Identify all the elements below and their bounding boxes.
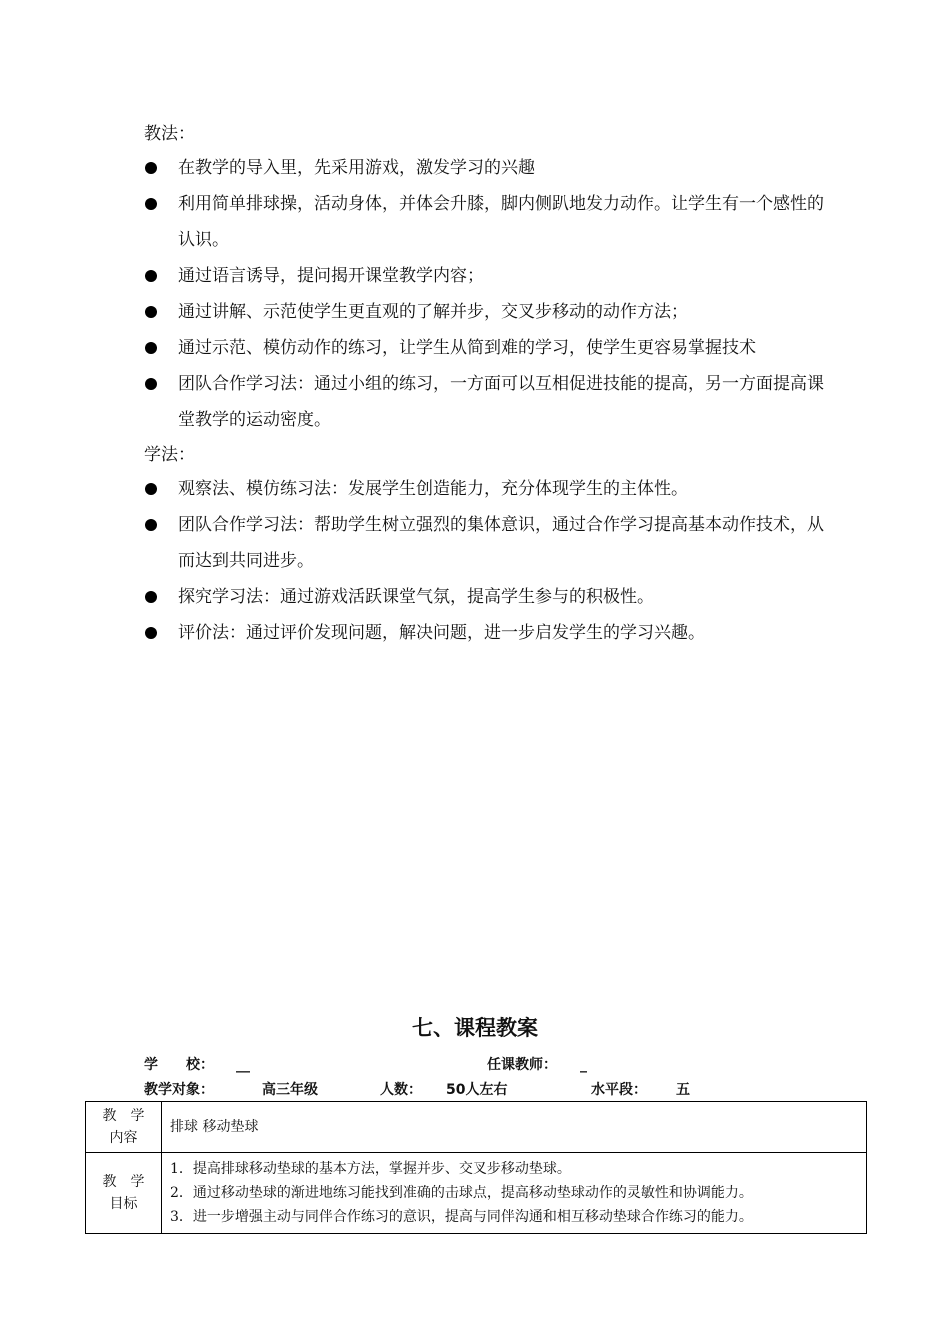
learning-methods-heading: 学法： bbox=[144, 445, 195, 465]
list-item: 在教学的导入里，先采用游戏，激发学习的兴趣 bbox=[144, 150, 824, 186]
goal-line: 1．提高排球移动垫球的基本方法，掌握并步、交叉步移动垫球。 bbox=[170, 1161, 571, 1177]
bullet-icon bbox=[145, 627, 157, 639]
list-item: 通过语言诱导，提问揭开课堂教学内容； bbox=[144, 258, 824, 294]
bullet-icon bbox=[145, 519, 157, 531]
bullet-icon bbox=[145, 342, 157, 354]
school-label: 学 校： bbox=[144, 1057, 214, 1073]
list-item: 利用简单排球操，活动身体，并体会升膝，脚内侧趴地发力动作。让学生有一个感性的认识。 bbox=[144, 186, 824, 258]
teaching-methods-list bbox=[144, 150, 824, 438]
school-value: __ bbox=[236, 1057, 250, 1073]
list-item: 团队合作学习法：帮助学生树立强烈的集体意识，通过合作学习提高基本动作技术，从而达到共同进步。 bbox=[144, 507, 824, 579]
goal-line: 2．通过移动垫球的渐进地练习能找到准确的击球点，提高移动垫球动作的灵敏性和协调能力。 bbox=[170, 1185, 753, 1201]
bullet-icon bbox=[145, 591, 157, 603]
table-row bbox=[86, 1102, 867, 1153]
bullet-icon bbox=[145, 483, 157, 495]
content-value-cell: 排球 移动垫球 bbox=[162, 1102, 867, 1153]
bullet-icon bbox=[145, 270, 157, 282]
list-item: 探究学习法：通过游戏活跃课堂气氛，提高学生参与的积极性。 bbox=[144, 579, 824, 615]
lesson-plan-title: 七、课程教案 bbox=[412, 1016, 538, 1040]
list-item: 团队合作学习法：通过小组的练习，一方面可以互相促进技能的提高，另一方面提高课堂教学的运动密度。 bbox=[144, 366, 824, 438]
teacher-label: 任课教师： bbox=[487, 1057, 557, 1073]
count-value: 50人左右 bbox=[446, 1082, 508, 1098]
target-value: 高三年级 bbox=[262, 1082, 318, 1098]
table-row bbox=[86, 1153, 867, 1234]
lesson-plan-table bbox=[85, 1101, 867, 1234]
bullet-icon bbox=[145, 306, 157, 318]
target-label: 教学对象： bbox=[144, 1082, 214, 1098]
level-value: 五 bbox=[676, 1082, 690, 1098]
bullet-icon bbox=[145, 378, 157, 390]
goal-label-cell: 教 学 目标 bbox=[86, 1153, 162, 1234]
list-item: 通过示范、模仿动作的练习，让学生从简到难的学习，使学生更容易掌握技术 bbox=[144, 330, 824, 366]
bullet-icon bbox=[145, 162, 157, 174]
level-label: 水平段： bbox=[591, 1082, 647, 1098]
count-label: 人数： bbox=[380, 1082, 422, 1098]
content-label-cell: 教 学 内容 bbox=[86, 1102, 162, 1153]
list-item: 评价法：通过评价发现问题，解决问题，进一步启发学生的学习兴趣。 bbox=[144, 615, 824, 651]
goal-line: 3．进一步增强主动与同伴合作练习的意识，提高与同伴沟通和相互移动垫球合作练习的能力。 bbox=[170, 1209, 753, 1225]
teacher-value: _ bbox=[580, 1057, 587, 1073]
list-item: 通过讲解、示范使学生更直观的了解并步，交叉步移动的动作方法； bbox=[144, 294, 824, 330]
bullet-icon bbox=[145, 198, 157, 210]
learning-methods-list bbox=[144, 471, 824, 651]
teaching-methods-heading: 教法： bbox=[144, 124, 195, 144]
goal-value-cell bbox=[162, 1153, 867, 1234]
list-item: 观察法、模仿练习法：发展学生创造能力，充分体现学生的主体性。 bbox=[144, 471, 824, 507]
